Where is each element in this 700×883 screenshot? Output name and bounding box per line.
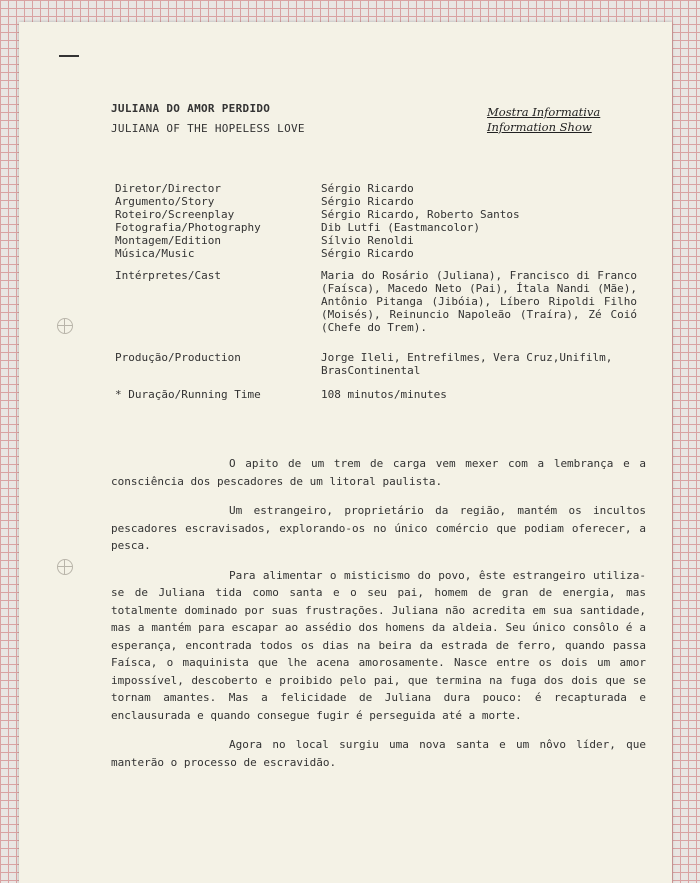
credit-row [115,221,637,234]
credit-value: Sílvio Renoldi [321,234,414,247]
credit-value: Sérgio Ricardo [321,247,414,260]
punch-hole-mark [57,318,73,334]
credit-label: Argumento/Story [115,195,215,208]
punch-hole-mark [57,559,73,575]
cast-value: Maria do Rosário (Juliana), Francisco di Franco (Faísca), Macedo Neto (Pai), Ítala Nandi (Mãe), Antônio Pitanga (Jibóia), Líbero Ripoldi Filho (Moisés), Reinuncio Napoleão (Traíra), Zé Coió (Chefe do Trem). [321,269,637,334]
production-row [115,351,637,377]
film-title-en: JULIANA OF THE HOPELESS LOVE [111,122,305,135]
duration-label: * Duração/Running Time [115,388,261,401]
synopsis-paragraph: Para alimentar o misticismo do povo, êste estrangeiro utiliza-se de Juliana tida como santa e o seu pai, homem de gran de energia, mas totalmente dominado por suas frustrações. Juliana não acredita em sua santidade, mas a mantém para escapar ao assédio dos homens da aldeia. Seu único consôlo é a esperança, encontrada todos os dias na beira da estrada de ferro, quando passa Faísca, o maquinista que lhe acena amorosamente. Nasce entre os dois um amor impossível, descoberto e proibido pelo pai, que termina na fuga dos dois que se tornam amantes. Mas a felicidade de Juliana dura pouco: é recapturada e enclausurada e quando consegue fugir é perseguida até a morte. [111,568,646,722]
synopsis [111,455,646,783]
credit-label: Diretor/Director [115,182,221,195]
credit-label: Música/Music [115,247,195,260]
film-title-pt: JULIANA DO AMOR PERDIDO [111,102,271,115]
synopsis-paragraph: Um estrangeiro, proprietário da região, mantém os incultos pescadores escravisados, explorando-os no único comércio que podiam oferecer, a pesca. [111,504,646,552]
credit-row [115,208,637,221]
credit-row [115,234,637,247]
credit-value: Sérgio Ricardo [321,182,414,195]
production-value: Jorge Ileli, Entrefilmes, Vera Cruz,Unifilm, BrasContinental [321,351,613,377]
credit-value: Dib Lutfi (Eastmancolor) [321,221,480,234]
credit-row [115,247,637,260]
credit-value: Sérgio Ricardo [321,195,414,208]
cast-label: Intérpretes/Cast [115,269,221,282]
synopsis-paragraph: Agora no local surgiu uma nova santa e um nôvo líder, que manterão o processo de escravidão. [111,738,646,769]
cast-row [115,269,637,334]
credit-row [115,195,637,208]
credit-label: Fotografia/Photography [115,221,261,234]
section-label-en: Information Show [487,120,592,134]
duration-value: 108 minutos/minutes [321,388,447,401]
credit-row [115,182,637,195]
synopsis-paragraph: O apito de um trem de carga vem mexer com a lembrança e a consciência dos pescadores de um litoral paulista. [111,457,646,488]
section-label-pt: Mostra Informativa [487,105,601,119]
credits-block [115,182,637,401]
credit-value: Sérgio Ricardo, Roberto Santos [321,208,520,221]
production-label: Produção/Production [115,351,241,364]
duration-row [115,388,637,401]
pen-mark [59,55,79,57]
document-page [19,22,672,883]
credit-label: Montagem/Edition [115,234,221,247]
credit-label: Roteiro/Screenplay [115,208,235,221]
